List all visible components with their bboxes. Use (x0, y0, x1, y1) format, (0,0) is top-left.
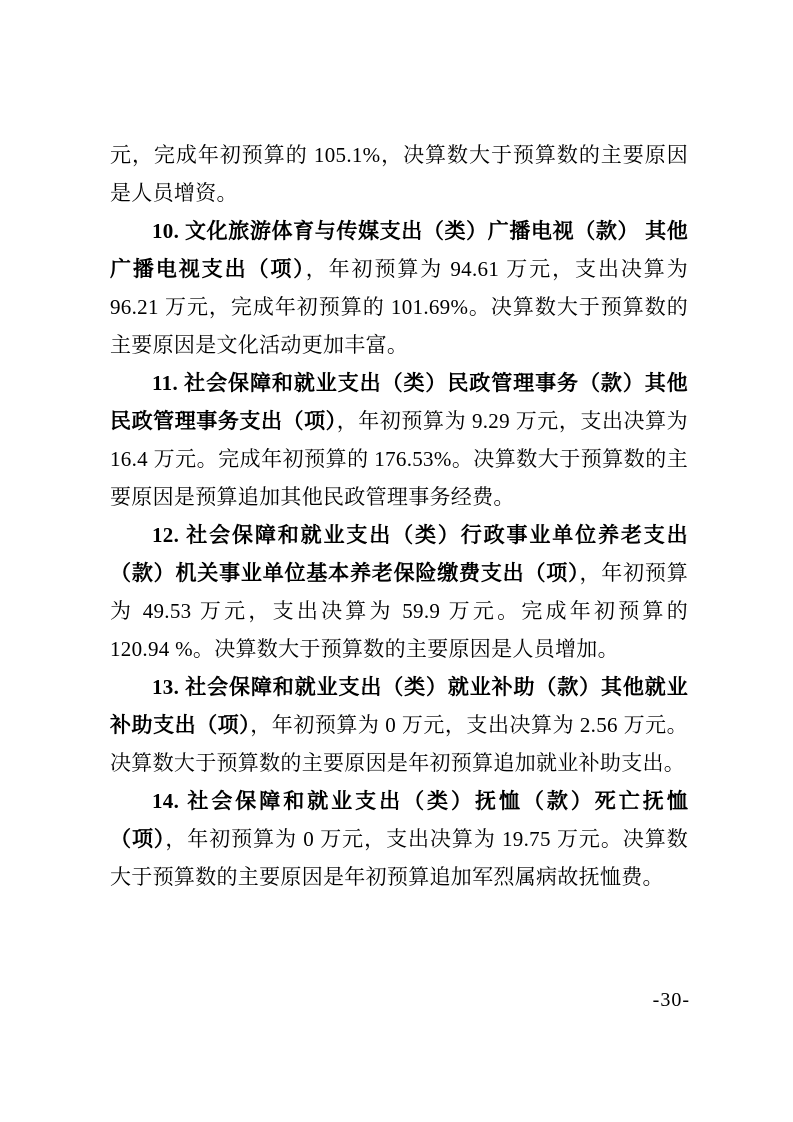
item-11-body: ，年初预算为 9.29 万元，支出决算为 16.4 万元。完成年初预算的 176.53%。决算数大于预算数的主要原因是预算追加其他民政管理事务经费。 (110, 409, 688, 509)
text-run: 元，完成年初预算的 105.1%，决算数大于预算数的主要原因是人员增资。 (110, 143, 688, 205)
paragraph-continuation (110, 136, 688, 212)
paragraph-item-14 (110, 782, 688, 896)
page-number: -30- (652, 989, 690, 1011)
paragraph-item-13 (110, 668, 688, 782)
paragraph-item-12 (110, 516, 688, 668)
paragraph-item-10 (110, 212, 688, 364)
item-13-body: ，年初预算为 0 万元，支出决算为 2.56 万元。决算数大于预算数的主要原因是年初预算追加就业补助支出。 (110, 713, 688, 775)
item-12-body: ，年初预算为 49.53 万元，支出决算为 59.9 万元。完成年初预算的 120.94 %。决算数大于预算数的主要原因是人员增加。 (110, 561, 688, 661)
item-14-body: ，年初预算为 0 万元，支出决算为 19.75 万元。决算数大于预算数的主要原因是年初预算追加军烈属病故抚恤费。 (110, 827, 688, 889)
item-12-heading: 12. 社会保障和就业支出（类）行政事业单位养老支出（款）机关事业单位基本养老保险缴费支出（项） (110, 523, 688, 585)
document-body (110, 136, 688, 896)
item-10-heading: 10. 文化旅游体育与传媒支出（类）广播电视（款） 其他广播电视支出（项） (110, 219, 688, 281)
paragraph-item-11 (110, 364, 688, 516)
item-13-heading: 13. 社会保障和就业支出（类）就业补助（款）其他就业补助支出（项） (110, 675, 688, 737)
item-11-heading: 11. 社会保障和就业支出（类）民政管理事务（款）其他民政管理事务支出（项） (110, 371, 688, 433)
item-10-body: ，年初预算为 94.61 万元，支出决算为 96.21 万元，完成年初预算的 101.69%。决算数大于预算数的主要原因是文化活动更加丰富。 (110, 257, 688, 357)
item-14-heading: 14. 社会保障和就业支出（类）抚恤（款）死亡抚恤（项） (110, 789, 688, 851)
